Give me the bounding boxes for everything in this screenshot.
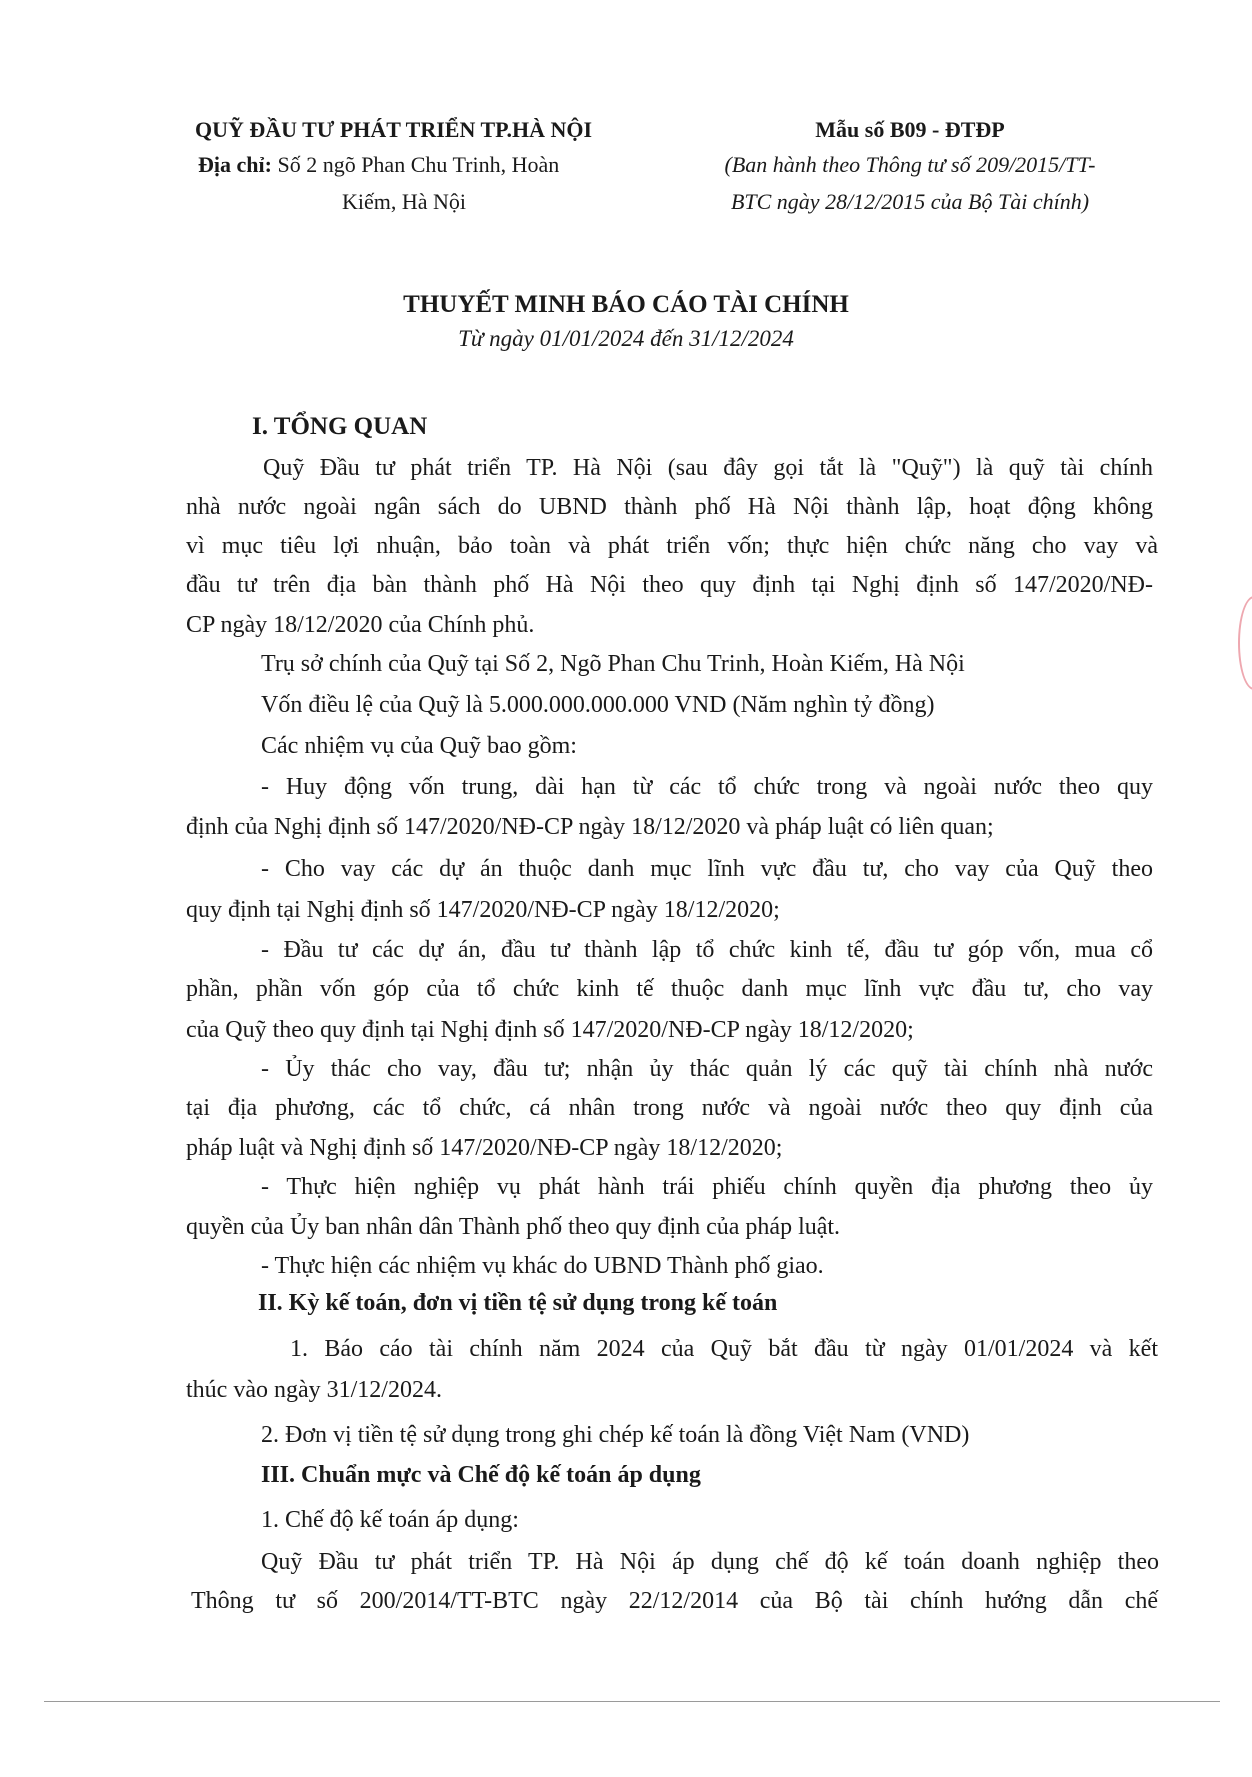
task-3-line-2: phần, phần vốn góp của tổ chức kinh tế thuộc danh mục lĩnh vực đầu tư, cho vay (186, 976, 1153, 1002)
section-2-item-1-line-2: thúc vào ngày 31/12/2024. (186, 1377, 442, 1403)
form-code: Mẫu số B09 - ĐTĐP (815, 117, 1005, 142)
charter-capital-text: Vốn điều lệ của Quỹ là 5.000.000.000.000 VND (Năm nghìn tỷ đồng) (261, 692, 935, 718)
address-label: Địa chỉ: (198, 152, 272, 177)
task-1-line-2: định của Nghị định số 147/2020/NĐ-CP ngày 18/12/2020 và pháp luật có liên quan; (186, 814, 994, 840)
overview-line-2: nhà nước ngoài ngân sách do UBND thành phố Hà Nội thành lập, hoạt động không (186, 494, 1153, 520)
section-3-item-1: 1. Chế độ kế toán áp dụng: (261, 1507, 519, 1533)
form-note-line-2: BTC ngày 28/12/2015 của Bộ Tài chính) (730, 189, 1090, 214)
task-2-line-2: quy định tại Nghị định số 147/2020/NĐ-CP ngày 18/12/2020; (186, 897, 780, 923)
report-period: Từ ngày 01/01/2024 đến 31/12/2024 (458, 326, 794, 351)
task-1-line-1: - Huy động vốn trung, dài hạn từ các tổ chức trong và ngoài nước theo quy (261, 774, 1153, 800)
overview-line-3: vì mục tiêu lợi nhuận, bảo toàn và phát triển vốn; thực hiện chức năng cho vay và (186, 533, 1158, 559)
document-title: THUYẾT MINH BÁO CÁO TÀI CHÍNH (403, 291, 849, 318)
section-3-para-line-1: Quỹ Đầu tư phát triển TP. Hà Nội áp dụng chế độ kế toán doanh nghiệp theo (261, 1549, 1159, 1575)
organization-name: QUỸ ĐẦU TƯ PHÁT TRIỂN TP.HÀ NỘI (195, 117, 593, 142)
section-3-heading: III. Chuẩn mực và Chế độ kế toán áp dụng (261, 1462, 701, 1488)
form-note-line-1: (Ban hành theo Thông tư số 209/2015/TT- (724, 152, 1096, 177)
section-3-para-line-2: Thông tư số 200/2014/TT-BTC ngày 22/12/2014 của Bộ tài chính hướng dẫn chế (191, 1588, 1158, 1614)
task-5-line-2: quyền của Ủy ban nhân dân Thành phố theo quy định của pháp luật. (186, 1214, 841, 1240)
overview-line-4: đầu tư trên địa bàn thành phố Hà Nội theo quy định tại Nghị định số 147/2020/NĐ- (186, 572, 1153, 598)
page-bottom-rule (44, 1701, 1220, 1702)
address-line-1: Số 2 ngõ Phan Chu Trinh, Hoàn (277, 152, 560, 177)
section-1-heading: I. TỔNG QUAN (252, 413, 428, 440)
overview-line-1: Quỹ Đầu tư phát triển TP. Hà Nội (sau đây gọi tắt là "Quỹ") là quỹ tài chính (263, 455, 1153, 481)
task-6: - Thực hiện các nhiệm vụ khác do UBND Thành phố giao. (261, 1253, 824, 1279)
overview-line-5: CP ngày 18/12/2020 của Chính phủ. (186, 612, 535, 638)
task-5-line-1: - Thực hiện nghiệp vụ phát hành trái phiếu chính quyền địa phương theo ủy (261, 1174, 1153, 1200)
red-stamp-edge (1238, 596, 1252, 690)
tasks-intro: Các nhiệm vụ của Quỹ bao gồm: (261, 733, 577, 759)
section-2-item-1-line-1: 1. Báo cáo tài chính năm 2024 của Quỹ bắt đầu từ ngày 01/01/2024 và kết (290, 1336, 1158, 1362)
task-4-line-2: tại địa phương, các tổ chức, cá nhân trong nước và ngoài nước theo quy định của (186, 1095, 1153, 1121)
organization-address (198, 148, 559, 182)
address-line-2: Kiếm, Hà Nội (342, 189, 467, 214)
section-2-heading: II. Kỳ kế toán, đơn vị tiền tệ sử dụng trong kế toán (258, 1290, 778, 1316)
task-2-line-1: - Cho vay các dự án thuộc danh mục lĩnh vực đầu tư, cho vay của Quỹ theo (261, 856, 1153, 882)
task-3-line-3: của Quỹ theo quy định tại Nghị định số 147/2020/NĐ-CP ngày 18/12/2020; (186, 1017, 914, 1043)
section-2-item-2: 2. Đơn vị tiền tệ sử dụng trong ghi chép kế toán là đồng Việt Nam (VND) (261, 1422, 970, 1448)
task-4-line-3: pháp luật và Nghị định số 147/2020/NĐ-CP ngày 18/12/2020; (186, 1135, 783, 1161)
task-3-line-1: - Đầu tư các dự án, đầu tư thành lập tổ chức kinh tế, đầu tư góp vốn, mua cổ (261, 937, 1153, 963)
task-4-line-1: - Ủy thác cho vay, đầu tư; nhận ủy thác quản lý các quỹ tài chính nhà nước (261, 1056, 1153, 1082)
headquarters-text: Trụ sở chính của Quỹ tại Số 2, Ngõ Phan Chu Trinh, Hoàn Kiếm, Hà Nội (261, 651, 965, 677)
